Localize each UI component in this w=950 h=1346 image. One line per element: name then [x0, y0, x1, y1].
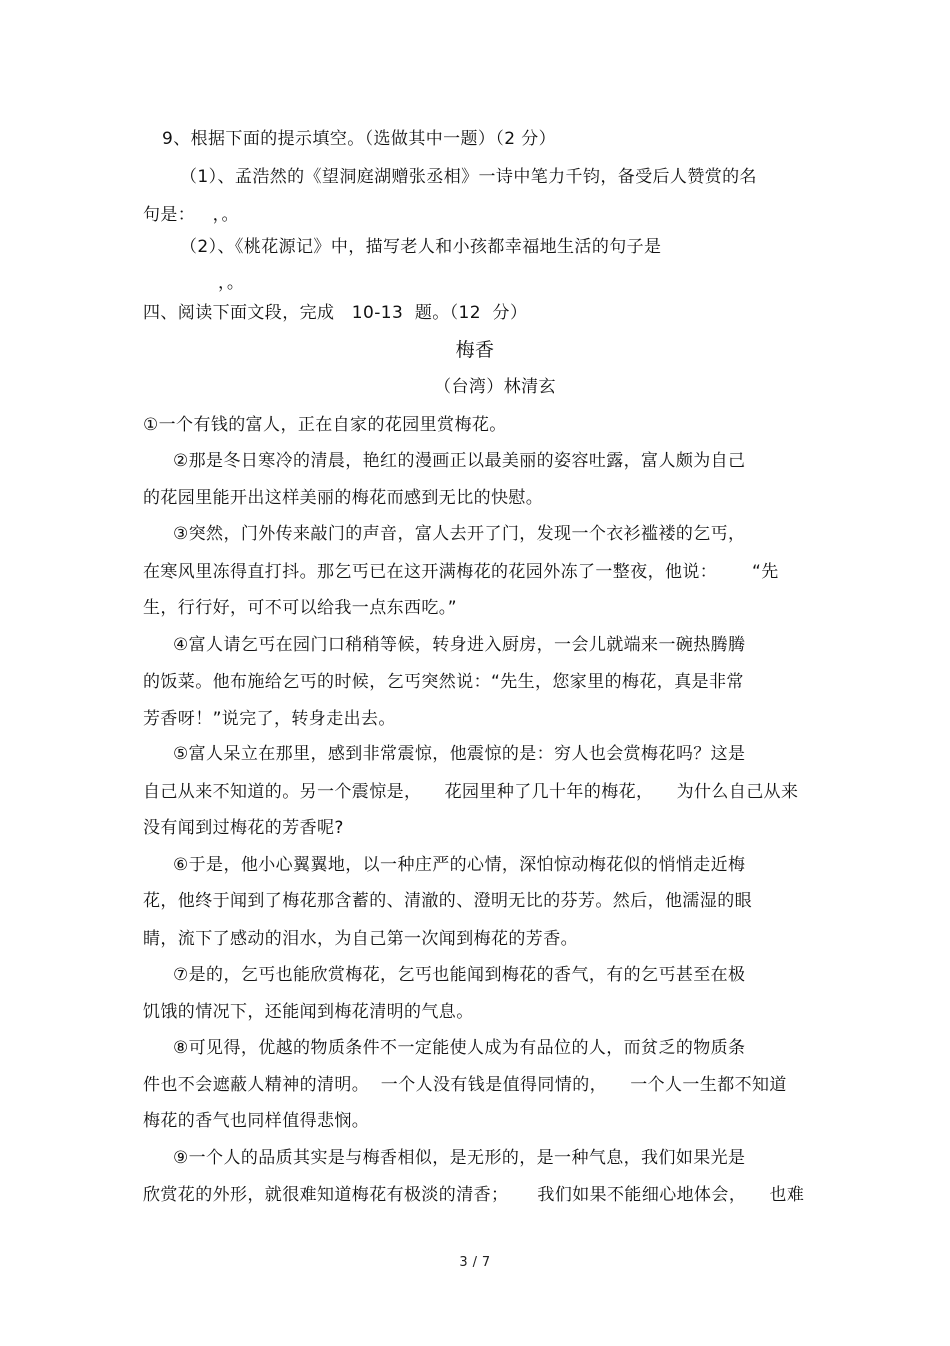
article-line: ③突然，门外传来敲门的声音，富人去开了门，发现一个衣衫褴褛的乞丐， [173, 524, 746, 544]
article-line: ⑤富人呆立在那里，感到非常震惊，他震惊的是：穷人也会赏梅花吗？这是 [173, 744, 746, 764]
article-line: ⑨一个人的品质其实是与梅香相似，是无形的，是一种气息，我们如果光是 [173, 1148, 746, 1168]
article-title: 梅香 [455, 339, 495, 361]
article-line: ⑦是的，乞丐也能欣赏梅花，乞丐也能闻到梅花的香气，有的乞丐甚至在极 [173, 965, 746, 985]
article-line: 件也不会遮蔽人精神的清明。 一个人没有钱是值得同情的， 一个人一生都不知道 [143, 1075, 787, 1095]
article-line: 的花园里能开出这样美丽的梅花而感到无比的快慰。 [143, 488, 544, 508]
article-line: 花，他终于闻到了梅花那含蓄的、清澈的、澄明无比的芬芳。然后，他濡湿的眼 [143, 891, 752, 911]
article-line: 饥饿的情况下，还能闻到梅花清明的气息。 [143, 1002, 474, 1022]
page-number: 3 / 7 [459, 1255, 491, 1270]
article-line: 梅花的香气也同样值得悲悯。 [143, 1111, 370, 1131]
article-line: 的饭菜。他布施给乞丐的时候，乞丐突然说：“先生，您家里的梅花，真是非常 [143, 672, 744, 692]
article-line: 欣赏花的外形，就很难知道梅花有极淡的清香； 我们如果不能细心地体会， 也难 [143, 1185, 805, 1205]
question-9-heading: 9、根据下面的提示填空。（选做其中一题）（2 分） [162, 129, 557, 149]
article-line: 生，行行好，可不可以给我一点东西吃。” [143, 598, 457, 618]
article-line: ②那是冬日寒冷的清晨，艳红的漫画正以最美丽的姿容吐露，富人颇为自己 [173, 451, 746, 471]
article-line: 自己从来不知道的。另一个震惊是， 花园里种了几十年的梅花， 为什么自己从来 [143, 782, 799, 802]
article-line: ⑥于是，他小心翼翼地，以一种庄严的心情，深怕惊动梅花似的悄悄走近梅 [173, 855, 746, 875]
question-9-item-1-line-2: 句是： ，。 [143, 205, 239, 225]
article-line: 芳香呀！”说完了，转身走出去。 [143, 709, 396, 729]
question-9-item-2-line-2: ，。 [218, 273, 245, 293]
question-9-item-2-line-1: （2）、《桃花源记》中，描写老人和小孩都幸福地生活的句子是 [180, 237, 662, 257]
article-line: ⑧可见得，优越的物质条件不一定能使人成为有品位的人，而贫乏的物质条 [173, 1038, 746, 1058]
article-line: 在寒风里冻得直打抖。那乞丐已在这开满梅花的花园外冻了一整夜，他说： “先 [143, 562, 779, 582]
article-line: ①一个有钱的富人，正在自家的花园里赏梅花。 [143, 415, 507, 435]
section-4-heading: 四、阅读下面文段，完成 10-13 题。（12 分） [143, 303, 528, 323]
article-line: 睛，流下了感动的泪水，为自己第一次闻到梅花的芳香。 [143, 929, 578, 949]
article-line: 没有闻到过梅花的芳香呢? [143, 818, 344, 838]
article-line: ④富人请乞丐在园门口稍稍等候，转身进入厨房，一会儿就端来一碗热腾腾 [173, 635, 746, 655]
article-author: （台湾）林清玄 [434, 377, 556, 397]
question-9-item-1-line-1: （1）、孟浩然的《望洞庭湖赠张丞相》一诗中笔力千钧，备受后人赞赏的名 [180, 167, 757, 187]
